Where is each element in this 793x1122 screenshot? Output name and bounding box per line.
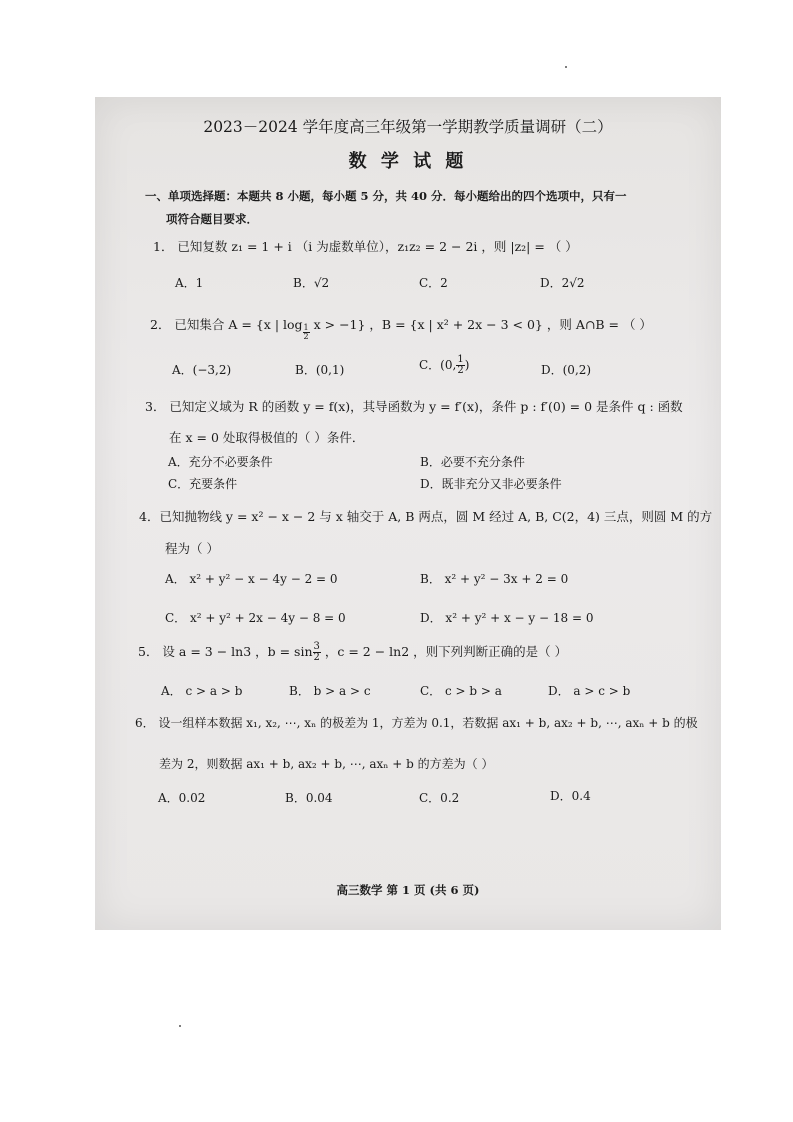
question-5-stem	[138, 642, 567, 663]
question-4-stem-line2: 程为（ ）	[165, 541, 219, 556]
q5-option-a: A． c > a > b	[161, 684, 243, 698]
section-instruction-line2: 项符合题目要求．	[166, 212, 258, 226]
q3-option-c: C．充要条件	[168, 477, 238, 491]
q5-option-b: B． b > a > c	[289, 684, 371, 698]
q1-option-d: D．2√2	[540, 276, 585, 290]
q1-option-c: C．2	[419, 276, 448, 290]
q5-option-d: D． a > c > b	[548, 684, 631, 698]
exam-subject: 数 学 试 题	[348, 151, 468, 172]
speck-top	[565, 66, 567, 68]
q4-option-b: B． x² + y² − 3x + 2 = 0	[420, 572, 569, 586]
question-4-stem-line1: 4．已知抛物线 y = x² − x − 2 与 x 轴交于 A, B 两点，圆 M 经过 A, B, C(2，4) 三点，则圆 M 的方	[139, 509, 713, 524]
speck-bottom	[179, 1025, 181, 1027]
q2-option-c-open: C．(0,	[419, 358, 457, 372]
q2-option-c-fraction	[456, 355, 464, 376]
q6-option-d: D．0.4	[550, 789, 591, 803]
q2-log-base-num: 1	[303, 323, 309, 332]
q2-frac-num: 1	[457, 354, 464, 365]
q6-option-b: B．0.04	[285, 791, 333, 805]
q6-option-c: C．0.2	[419, 791, 460, 805]
q5-stem-part1: 5． 设 a = 3 − ln3 ，b = sin	[138, 644, 313, 659]
q1-option-b: B．√2	[293, 276, 330, 290]
question-6-stem-line1: 6． 设一组样本数据 x₁, x₂, ⋯, xₙ 的极差为 1，方差为 0.1，若数据 ax₁ + b, ax₂ + b, ⋯, axₙ + b 的极	[135, 716, 698, 730]
question-6-stem-line2: 差为 2，则数据 ax₁ + b, ax₂ + b, ⋯, axₙ + b 的方差为（ ）	[159, 757, 494, 771]
section-instruction-line1: 一、单项选择题：本题共 8 小题，每小题 5 分，共 40 分．每小题给出的四个选项中，只有一	[145, 189, 627, 203]
question-2-stem	[150, 315, 652, 341]
q2-option-b: B．(0,1)	[295, 363, 345, 377]
question-3-stem-line2: 在 x = 0 处取得极值的（ ）条件．	[169, 430, 365, 445]
question-1-stem: 1． 已知复数 z₁ = 1 + i （i 为虚数单位），z₁z₂ = 2 − 2i ，则 |z₂| = （ ）	[153, 239, 578, 254]
q2-stem-part2: x > −1} ，B = {x | x² + 2x − 3 < 0} ，则 A∩B = （ ）	[309, 317, 652, 332]
q1-option-a: A．1	[175, 276, 204, 290]
question-3-stem-line1: 3． 已知定义域为 R 的函数 y = f(x)，其导函数为 y = f′(x)，条件 p : f′(0) = 0 是条件 q : 函数	[145, 399, 683, 414]
q2-stem-part1: 2． 已知集合 A = {x | log	[150, 317, 303, 332]
q2-option-d: D．(0,2)	[541, 363, 592, 377]
q4-option-d: D． x² + y² + x − y − 18 = 0	[420, 611, 594, 625]
q5-stem-part2: ，c = 2 − ln2 ，则下列判断正确的是（ ）	[320, 644, 568, 659]
page-footer: 高三数学 第 1 页 (共 6 页)	[336, 883, 480, 897]
q6-option-a: A．0.02	[158, 791, 206, 805]
q5-sin-fraction	[313, 642, 321, 663]
q3-option-d: D．既非充分又非必要条件	[420, 477, 562, 491]
q2-frac-den: 2	[457, 365, 464, 376]
q3-option-a: A．充分不必要条件	[168, 455, 273, 469]
q5-option-c: C． c > b > a	[420, 684, 502, 698]
q4-option-c: C． x² + y² + 2x − 4y − 8 = 0	[165, 611, 346, 625]
exam-title: 2023－2024 学年度高三年级第一学期教学质量调研（二）	[203, 118, 613, 136]
q5-frac-den: 2	[313, 652, 320, 663]
q5-frac-num: 3	[313, 641, 320, 652]
q2-log-base-den: 2	[303, 332, 309, 341]
q2-option-c-close: )	[464, 358, 470, 372]
q3-option-b: B．必要不充分条件	[420, 455, 525, 469]
q4-option-a: A． x² + y² − x − 4y − 2 = 0	[165, 572, 338, 586]
q2-option-c	[419, 355, 469, 376]
q2-option-a: A．(−3,2)	[172, 363, 232, 377]
exam-page-photo	[95, 97, 721, 930]
q2-log-base	[303, 324, 310, 341]
